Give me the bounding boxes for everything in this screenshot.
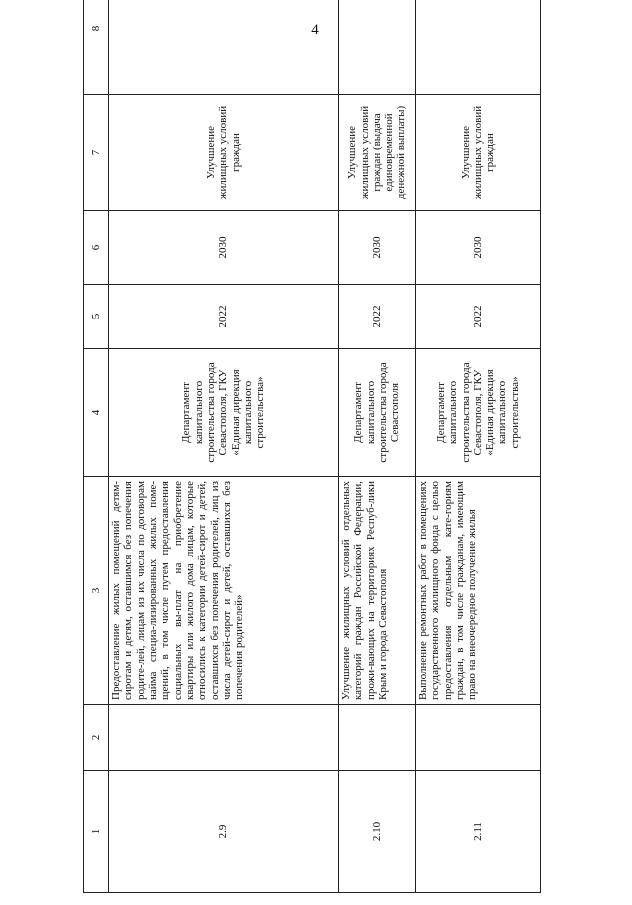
row-description: Улучшение жилищных условий отдельных категорий граждан Российской Федерации, прожи-вающих на территориях Респуб-лики Крым и города Севастополя	[339, 477, 416, 705]
header-col-6: 6	[84, 211, 109, 285]
row-end-year: 2030	[109, 211, 339, 285]
row-executor: Департамент капитального строительства города Севастополя, ГКУ «Единая дирекция капитального строительства»	[416, 349, 541, 477]
table-row	[109, 0, 339, 893]
row-col-8	[109, 0, 339, 95]
row-result: Улучшение жилищных условий граждан	[109, 95, 339, 211]
row-start-year: 2022	[416, 285, 541, 349]
row-executor: Департамент капитального строительства города Севастополя, ГКУ «Единая дирекция капитального строительства»	[109, 349, 339, 477]
page-number: 4	[311, 22, 319, 38]
row-number: 2.11	[416, 771, 541, 893]
measures-table	[83, 0, 541, 893]
row-start-year: 2022	[339, 285, 416, 349]
header-col-3: 3	[84, 477, 109, 705]
row-start-year: 2022	[109, 285, 339, 349]
row-number: 2.9	[109, 771, 339, 893]
header-col-5: 5	[84, 285, 109, 349]
row-description: Выполнение ремонтных работ в помещениях государственного жилищного фонда с целью предоставления отдельным кате-гориям граждан, в том числе гражданам, имеющим право на внеочередное получение жилья	[416, 477, 541, 705]
table-row	[339, 0, 416, 893]
row-col-8	[339, 0, 416, 95]
row-end-year: 2030	[339, 211, 416, 285]
row-executor: Департамент капитального строительства города Севастополя	[339, 349, 416, 477]
header-col-4: 4	[84, 349, 109, 477]
rotated-table-container	[83, 25, 538, 893]
row-end-year: 2030	[416, 211, 541, 285]
header-row	[84, 0, 109, 893]
header-col-1: 1	[84, 771, 109, 893]
row-col-2	[109, 705, 339, 771]
row-result: Улучшение жилищных условий граждан	[416, 95, 541, 211]
row-col-8	[416, 0, 541, 95]
row-col-2	[339, 705, 416, 771]
table-row	[416, 0, 541, 893]
row-description: Предоставление жилых помещений детям-сиротам и детям, оставшимся без попечения родите-лей, лицам из их числа по договорам найма специа-лизированных жилых поме-щений, в том числе путем предоставления социальных вы-плат на приобретение квартиры или жилого дома лицам, которые относились к категории детей-сирот и детей, оставшихся без попечения родителей, лиц из числа детей-сирот и детей, оставшихся без попечения родителей»	[109, 477, 339, 705]
row-number: 2.10	[339, 771, 416, 893]
header-col-8: 8	[84, 0, 109, 95]
header-col-7: 7	[84, 95, 109, 211]
header-col-2: 2	[84, 705, 109, 771]
row-col-2	[416, 705, 541, 771]
row-result: Улучшение жилищных условий граждан (выдача единовременной денежной выплаты)	[339, 95, 416, 211]
